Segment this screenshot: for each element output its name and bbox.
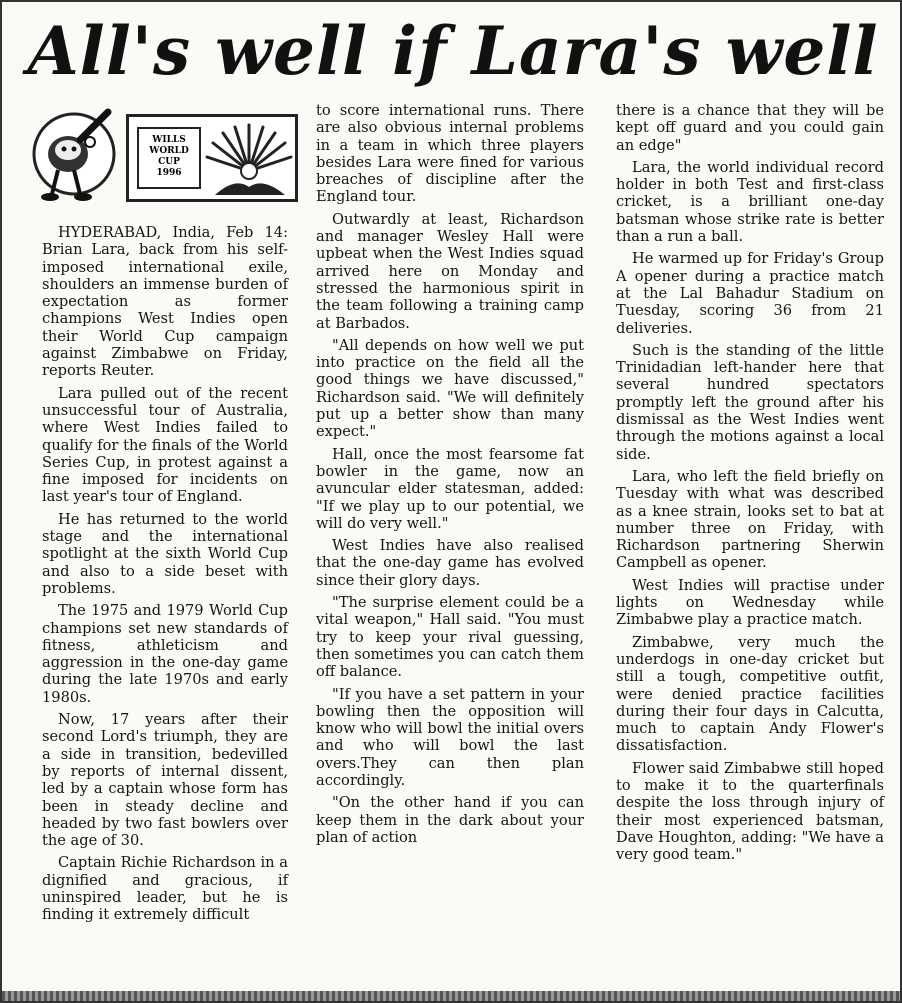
paragraph: He warmed up for Friday's Group A opener during a practice match at the Lal Bahadur Stadium on Tuesday, scoring 36 from 21 deliveries. — [616, 250, 884, 337]
paragraph: Lara, the world individual record holder in both Test and first-class cricket, is a brilliant one-day batsman whose strike rate is better than a run a ball. — [616, 158, 884, 246]
page-bottom-edge — [2, 991, 900, 1001]
paragraph: Such is the standing of the little Trinidadian left-hander here that several hundred spectators promptly left the ground after his dismissal as the West Indies went through the motions against a local side. — [616, 341, 884, 463]
paragraph: Outwardly at least, Richardson and manager Wesley Hall were upbeat when the West Indies squad arrived here on Monday and stressed the harmonious spirit in the team following a training camp at Barbados. — [316, 210, 584, 332]
paragraph: "If you have a set pattern in your bowling then the opposition will know who will bowl the initial overs and who will bowl the last overs.They can then plan accordingly. — [316, 685, 584, 789]
paragraph: there is a chance that they will be kept off guard and you could gain an edge" — [616, 102, 884, 154]
headline: All's well if Lara's well — [27, 12, 879, 90]
article-column-1 — [42, 224, 288, 929]
paragraph: Captain Richie Richardson in a dignified and gracious, if uninspired leader, but he is finding it extremely difficult — [42, 854, 288, 924]
paragraph: Now, 17 years after their second Lord's triumph, they are a side in transition, bedevilled by reports of internal dissent, led by a captain whose form has been in steady decline and headed by two fast bowlers over the age of 30. — [42, 711, 288, 850]
paragraph: West Indies have also realised that the one-day game has evolved since their glory days. — [316, 537, 584, 589]
paragraph: HYDERABAD, India, Feb 14: Brian Lara, back from his self-imposed international exile, shoulders an immense burden of expectation as former champions West Indies open their World Cup campaign against Zimbabwe on Friday, reports Reuter. — [42, 224, 288, 380]
paragraph: to score international runs. There are also obvious internal problems in a team in which three players besides Lara were fined for various breaches of discipline after the England tour. — [316, 102, 584, 206]
paragraph: Hall, once the most fearsome fat bowler in the game, now an avuncular elder statesman, added: "If we play up to our potential, we will do very well." — [316, 445, 584, 532]
wills-badge — [137, 127, 201, 189]
paragraph: "The surprise element could be a vital weapon," Hall said. "You must try to keep your rival guessing, then sometimes you can catch them off balance. — [316, 594, 584, 681]
world-cup-emblem-icon — [126, 114, 298, 202]
paragraph: West Indies will practise under lights on Wednesday while Zimbabwe play a practice match. — [616, 576, 884, 629]
paragraph: He has returned to the world stage and the international spotlight at the sixth World Cup and also to a side beset with problems. — [42, 510, 288, 597]
paragraph: Lara pulled out of the recent unsuccessful tour of Australia, where West Indies failed to qualify for the finals of the World Series Cup, in protest against a fine imposed for incidents on last year's tour of England. — [42, 384, 288, 506]
paragraph: "On the other hand if you can keep them in the dark about your plan of action — [316, 794, 584, 846]
article-column-2 — [316, 102, 584, 851]
wills-line-1: WILLS — [152, 135, 186, 145]
paragraph: Zimbabwe, very much the underdogs in one-day cricket but still a tough, competitive outfit, were denied practice facilities during their four days in Calcutta, much to captain Andy Flower's dissatisfaction. — [616, 633, 884, 755]
wills-line-3: 1996 — [156, 168, 182, 178]
wills-line-2: WORLD CUP — [149, 146, 189, 167]
world-cup-logos — [28, 102, 298, 212]
article-column-3 — [616, 102, 884, 868]
paragraph: Lara, who left the field briefly on Tuesday with what was described as a knee strain, looks set to bat at number three on Friday, with Richardson partnering Sherwin Campbell as opener. — [616, 467, 884, 572]
paragraph: The 1975 and 1979 World Cup champions set new standards of fitness, athleticism and aggression in the one-day game during the late 1970s and early 1980s. — [42, 602, 288, 706]
paragraph: "All depends on how well we put into practice on the field all the good things we have discussed," Richardson said. "We will definitely put up a better show than many expect." — [316, 336, 584, 441]
sunburst-icon — [205, 121, 293, 197]
cricketer-cartoon-icon — [28, 102, 120, 208]
paragraph: Flower said Zimbabwe still hoped to make it to the quarterfinals despite the loss through injury of their most experienced batsman, Dave Houghton, adding: "We have a very good team." — [616, 759, 884, 864]
